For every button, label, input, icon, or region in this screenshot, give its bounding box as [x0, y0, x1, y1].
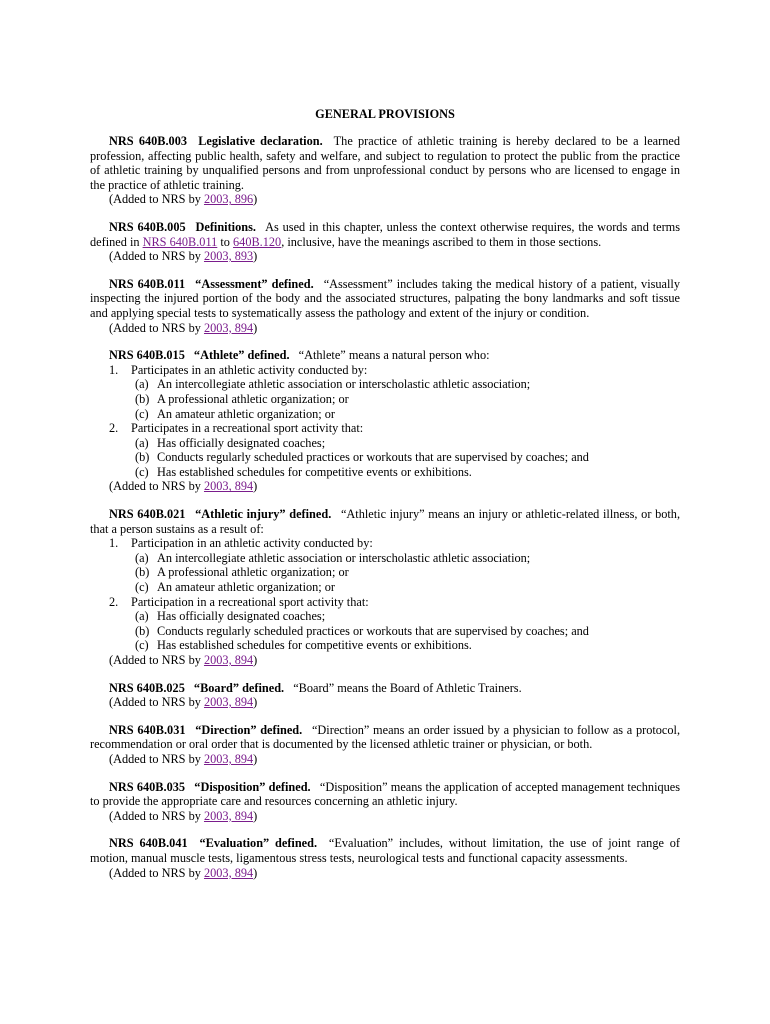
history-prefix: (Added to NRS by [109, 751, 204, 766]
list-item [90, 595, 680, 610]
section-title: Legislative declaration. [198, 134, 323, 148]
section-title: “Board” defined. [193, 680, 285, 695]
section-paragraph [90, 723, 680, 752]
section-code: NRS 640B.035 [109, 779, 186, 794]
sub-list-item [90, 436, 680, 451]
section-640b-025 [90, 681, 680, 710]
section-640b-003 [90, 134, 680, 207]
list-item [90, 363, 680, 378]
sub-item-text: An amateur athletic organization; or [157, 406, 336, 421]
sub-item-letter: (b) [135, 391, 150, 406]
item-number: 2. [109, 421, 119, 436]
section-640b-021 [90, 507, 680, 668]
sub-item-text: An intercollegiate athletic association or interscholastic athletic association; [157, 377, 531, 392]
item-text: Participates in a recreational sport activity that: [131, 421, 364, 436]
sub-list-item [90, 450, 680, 465]
sub-list-item [90, 638, 680, 653]
sub-item-letter: (a) [135, 377, 149, 392]
section-text-part-c: , inclusive, have the meanings ascribed to them in those sections. [281, 234, 602, 249]
sub-item-text: Conducts regularly scheduled practices or workouts that are supervised by coaches; and [157, 450, 589, 465]
section-title: “Assessment” defined. [195, 276, 314, 291]
sub-item-text: An intercollegiate athletic association or interscholastic athletic association; [157, 550, 531, 565]
sub-list-item [90, 407, 680, 422]
section-text: “Athletic injury” means an injury or athletic-related illness, or both, that a person sustains as a result of: [90, 507, 681, 536]
section-text: “Evaluation” includes, without limitation, the use of joint range of motion, manual muscle tests, ligamentous stress tests, neurological tests and functional capacity assessments. [90, 836, 681, 865]
history-link[interactable]: 2003, 894 [203, 653, 254, 667]
history-suffix: ) [253, 695, 258, 710]
section-text: “Assessment” includes taking the medical history of a patient, visually inspecting the injured portion of the body and the associated structures, palpating the bony landmarks and soft tissue and applying special tests to systematically assess the pathology and extent of the injury or condition. [90, 276, 680, 320]
section-640b-011 [90, 277, 680, 335]
history-prefix: (Added to NRS by [109, 808, 204, 823]
history-link[interactable]: 2003, 896 [203, 192, 254, 207]
sub-item-text: Has established schedules for competitive events or exhibitions. [157, 638, 472, 653]
section-paragraph [90, 348, 680, 363]
section-paragraph [90, 507, 680, 536]
history-prefix: (Added to NRS by [109, 653, 204, 667]
section-code: NRS 640B.041 [109, 836, 188, 851]
history-link[interactable]: 2003, 894 [203, 695, 254, 710]
nrs-640b-120-link[interactable]: 640B.120 [233, 234, 282, 249]
section-title: “Athlete” defined. [193, 348, 290, 363]
section-640b-005 [90, 220, 680, 264]
document-page [90, 106, 680, 893]
sub-item-text: An amateur athletic organization; or [157, 580, 336, 595]
section-code: NRS 640B.011 [109, 276, 186, 291]
item-number: 2. [109, 594, 119, 609]
section-640b-035 [90, 780, 680, 824]
history-prefix: (Added to NRS by [109, 249, 204, 264]
history-prefix: (Added to NRS by [109, 695, 204, 710]
history-prefix: (Added to NRS by [109, 865, 204, 880]
section-paragraph [90, 836, 680, 865]
sub-item-letter: (c) [135, 638, 149, 653]
section-text-part-a: As used in this chapter, unless the context otherwise requires, the words and terms defined in [90, 219, 681, 249]
sub-list-item [90, 624, 680, 639]
history-link[interactable]: 2003, 894 [203, 320, 254, 335]
history-note [90, 695, 680, 710]
sub-item-text: Conducts regularly scheduled practices or workouts that are supervised by coaches; and [157, 623, 589, 638]
section-640b-015 [90, 348, 680, 494]
sub-item-letter: (a) [135, 435, 149, 450]
section-text: “Athlete” means a natural person who: [298, 348, 490, 363]
section-code: NRS 640B.003 [109, 134, 187, 148]
sub-item-text: Has officially designated coaches; [157, 435, 326, 450]
sub-list-item [90, 551, 680, 566]
section-text: “Board” means the Board of Athletic Trainers. [293, 680, 522, 695]
history-link[interactable]: 2003, 894 [203, 808, 254, 823]
history-note [90, 249, 680, 264]
section-code: NRS 640B.025 [109, 680, 185, 695]
history-link[interactable]: 2003, 893 [203, 249, 254, 264]
sub-list-item [90, 465, 680, 480]
history-prefix: (Added to NRS by [109, 192, 204, 207]
section-code: NRS 640B.021 [109, 507, 186, 522]
sub-list-item [90, 392, 680, 407]
sub-item-letter: (c) [135, 580, 149, 595]
sub-item-letter: (b) [135, 565, 150, 580]
sub-list-item [90, 609, 680, 624]
sub-item-letter: (b) [135, 450, 150, 465]
history-note [90, 752, 680, 767]
item-text: Participation in a recreational sport activity that: [131, 594, 369, 609]
section-text: The practice of athletic training is hereby declared to be a learned profession, affecting public health, safety and welfare, and subject to regulation to protect the public from the practice of athletic training by unqualified persons and from unprofessional conduct by persons who are licensed to engage in the practice of athletic training. [90, 134, 680, 192]
sub-list-item [90, 377, 680, 392]
page-heading: GENERAL PROVISIONS [315, 107, 455, 121]
section-title: Definitions. [195, 219, 256, 234]
sub-item-text: A professional athletic organization; or [157, 391, 349, 406]
section-paragraph [90, 780, 680, 809]
history-suffix: ) [253, 808, 258, 823]
sub-list-item [90, 565, 680, 580]
history-note [90, 192, 680, 207]
history-link[interactable]: 2003, 894 [203, 865, 254, 880]
sub-item-text: A professional athletic organization; or [157, 565, 349, 580]
history-suffix: ) [253, 479, 258, 494]
section-title: “Disposition” defined. [194, 779, 311, 794]
history-note [90, 653, 680, 668]
section-text: “Direction” means an order issued by a physician to follow as a protocol, recommendation or oral order that is documented by the licensed athletic trainer or physician, or both. [90, 722, 681, 752]
section-640b-031 [90, 723, 680, 767]
history-note [90, 809, 680, 824]
section-paragraph [90, 220, 680, 249]
history-link[interactable]: 2003, 894 [203, 479, 254, 494]
item-number: 1. [109, 536, 119, 551]
history-suffix: ) [253, 653, 258, 667]
sub-item-letter: (c) [135, 406, 149, 421]
history-link[interactable]: 2003, 894 [203, 751, 254, 766]
section-paragraph [90, 277, 680, 321]
section-code: NRS 640B.015 [109, 348, 185, 363]
section-code: NRS 640B.005 [109, 219, 186, 234]
history-suffix: ) [253, 751, 258, 766]
list-item [90, 421, 680, 436]
section-title: “Evaluation” defined. [199, 836, 318, 851]
section-text: “Disposition” means the application of accepted management techniques to provide the appropriate care and resources concerning an athletic injury. [90, 779, 681, 809]
history-suffix: ) [253, 865, 258, 880]
history-prefix: (Added to NRS by [109, 320, 204, 335]
section-text-part-b: to [217, 234, 234, 249]
list-item [90, 536, 680, 551]
history-note [90, 479, 680, 494]
sub-item-letter: (c) [135, 464, 149, 479]
item-number: 1. [109, 362, 119, 377]
history-suffix: ) [253, 320, 258, 335]
section-paragraph [90, 134, 680, 192]
history-suffix: ) [253, 249, 258, 264]
history-prefix: (Added to NRS by [109, 479, 204, 494]
section-title: “Athletic injury” defined. [195, 507, 332, 522]
item-text: Participates in an athletic activity conducted by: [131, 362, 368, 377]
sub-item-letter: (b) [135, 623, 150, 638]
section-title: “Direction” defined. [195, 722, 303, 737]
section-code: NRS 640B.031 [109, 722, 186, 737]
section-640b-041 [90, 836, 680, 880]
history-note [90, 866, 680, 881]
sub-item-letter: (a) [135, 550, 149, 565]
nrs-640b-011-link[interactable]: NRS 640B.011 [142, 234, 218, 249]
sub-item-text: Has established schedules for competitive events or exhibitions. [157, 464, 472, 479]
section-paragraph [90, 681, 680, 696]
sub-list-item [90, 580, 680, 595]
sub-item-letter: (a) [135, 609, 149, 624]
item-text: Participation in an athletic activity conducted by: [131, 536, 373, 551]
history-note [90, 321, 680, 336]
history-suffix: ) [253, 192, 258, 207]
sub-item-text: Has officially designated coaches; [157, 609, 326, 624]
